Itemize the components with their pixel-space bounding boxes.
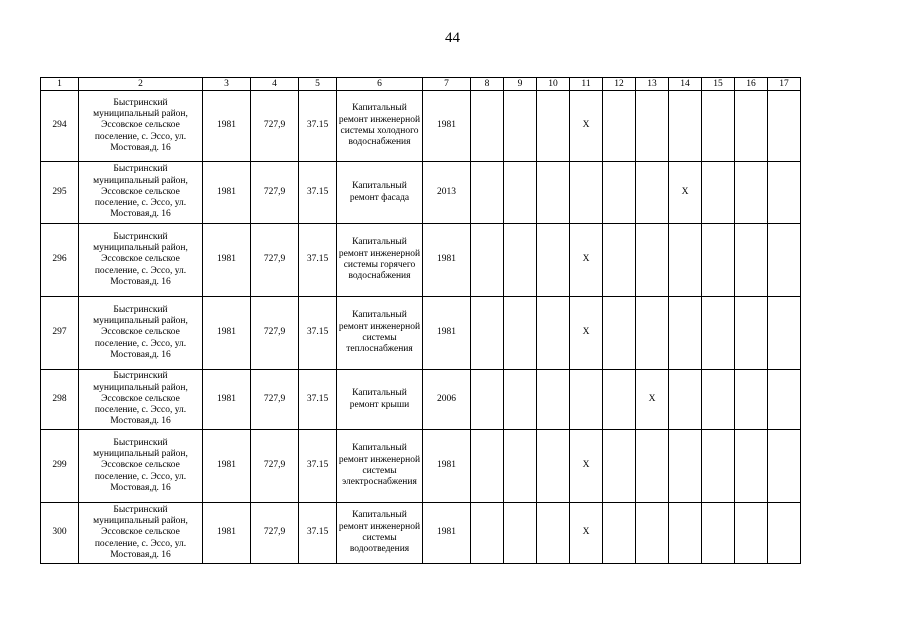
period-cell [603, 297, 636, 370]
address-cell: Быстринский муниципальный район, Эссовское сельское поселение, с. Эссо, ул. Мостовая,д. 16 [79, 430, 203, 503]
address-cell: Быстринский муниципальный район, Эссовское сельское поселение, с. Эссо, ул. Мостовая,д. 16 [79, 297, 203, 370]
address-cell: Быстринский муниципальный район, Эссовское сельское поселение, с. Эссо, ул. Мостовая,д. 16 [79, 224, 203, 297]
period-cell [669, 430, 702, 503]
capital-repair-table [40, 77, 801, 564]
row-number: 299 [41, 430, 79, 503]
period-cell [603, 224, 636, 297]
period-cell [537, 503, 570, 564]
column-header: 2 [79, 78, 203, 91]
period-cell [603, 503, 636, 564]
year-cell: 1981 [423, 224, 471, 297]
period-cell [669, 297, 702, 370]
year-cell: 1981 [423, 503, 471, 564]
table-row [41, 91, 801, 162]
area-cell: 727,9 [251, 91, 299, 162]
year-cell: 1981 [423, 430, 471, 503]
row-number: 297 [41, 297, 79, 370]
area-cell: 727,9 [251, 370, 299, 430]
period-cell [768, 370, 801, 430]
period-cell [471, 91, 504, 162]
period-cell: Х [636, 370, 669, 430]
period-cell [537, 370, 570, 430]
period-cell [537, 162, 570, 224]
work-type-cell: Капитальный ремонт фасада [337, 162, 423, 224]
period-cell: Х [570, 91, 603, 162]
year-cell: 1981 [423, 91, 471, 162]
year-built-cell: 1981 [203, 297, 251, 370]
table-row [41, 224, 801, 297]
period-cell [735, 370, 768, 430]
period-cell [471, 297, 504, 370]
year-built-cell: 1981 [203, 503, 251, 564]
period-cell [471, 503, 504, 564]
row-number: 298 [41, 370, 79, 430]
column-header: 11 [570, 78, 603, 91]
table-row [41, 430, 801, 503]
period-cell [768, 430, 801, 503]
address-cell: Быстринский муниципальный район, Эссовское сельское поселение, с. Эссо, ул. Мостовая,д. 16 [79, 370, 203, 430]
period-cell [504, 370, 537, 430]
work-type-cell: Капитальный ремонт инженерной системы электроснабжения [337, 430, 423, 503]
period-cell [669, 91, 702, 162]
rate-cell: 37.15 [299, 224, 337, 297]
area-cell: 727,9 [251, 430, 299, 503]
period-cell [537, 430, 570, 503]
period-cell [735, 297, 768, 370]
area-cell: 727,9 [251, 224, 299, 297]
column-header: 12 [603, 78, 636, 91]
table-row [41, 162, 801, 224]
period-cell [570, 162, 603, 224]
period-cell [735, 430, 768, 503]
rate-cell: 37.15 [299, 370, 337, 430]
period-cell [504, 297, 537, 370]
period-cell [735, 503, 768, 564]
column-header: 10 [537, 78, 570, 91]
period-cell [702, 430, 735, 503]
period-cell [570, 370, 603, 430]
column-header: 4 [251, 78, 299, 91]
period-cell [537, 224, 570, 297]
column-header: 16 [735, 78, 768, 91]
period-cell [471, 224, 504, 297]
table-row [41, 297, 801, 370]
column-header: 15 [702, 78, 735, 91]
year-cell: 2013 [423, 162, 471, 224]
period-cell [735, 162, 768, 224]
period-cell [603, 430, 636, 503]
area-cell: 727,9 [251, 297, 299, 370]
period-cell [636, 162, 669, 224]
area-cell: 727,9 [251, 503, 299, 564]
year-built-cell: 1981 [203, 91, 251, 162]
period-cell [504, 91, 537, 162]
period-cell [669, 370, 702, 430]
column-header: 6 [337, 78, 423, 91]
rate-cell: 37.15 [299, 162, 337, 224]
period-cell [504, 503, 537, 564]
header-row [41, 78, 801, 91]
row-number: 296 [41, 224, 79, 297]
period-cell: Х [570, 297, 603, 370]
work-type-cell: Капитальный ремонт крыши [337, 370, 423, 430]
address-cell: Быстринский муниципальный район, Эссовское сельское поселение, с. Эссо, ул. Мостовая,д. 16 [79, 162, 203, 224]
column-header: 17 [768, 78, 801, 91]
period-cell [636, 91, 669, 162]
year-cell: 2006 [423, 370, 471, 430]
area-cell: 727,9 [251, 162, 299, 224]
period-cell [768, 91, 801, 162]
year-cell: 1981 [423, 297, 471, 370]
column-header: 8 [471, 78, 504, 91]
period-cell [636, 430, 669, 503]
page-number: 44 [445, 30, 460, 46]
period-cell [768, 162, 801, 224]
rate-cell: 37.15 [299, 503, 337, 564]
period-cell [471, 162, 504, 224]
period-cell [504, 430, 537, 503]
work-type-cell: Капитальный ремонт инженерной системы теплоснабжения [337, 297, 423, 370]
period-cell [735, 91, 768, 162]
period-cell [768, 297, 801, 370]
period-cell [537, 91, 570, 162]
column-header: 9 [504, 78, 537, 91]
period-cell [702, 370, 735, 430]
row-number: 295 [41, 162, 79, 224]
year-built-cell: 1981 [203, 224, 251, 297]
column-header: 7 [423, 78, 471, 91]
period-cell [702, 91, 735, 162]
year-built-cell: 1981 [203, 162, 251, 224]
row-number: 300 [41, 503, 79, 564]
address-cell: Быстринский муниципальный район, Эссовское сельское поселение, с. Эссо, ул. Мостовая,д. 16 [79, 503, 203, 564]
table-row [41, 503, 801, 564]
period-cell [768, 503, 801, 564]
row-number: 294 [41, 91, 79, 162]
period-cell [669, 224, 702, 297]
period-cell [669, 503, 702, 564]
period-cell [471, 370, 504, 430]
column-header: 13 [636, 78, 669, 91]
period-cell [768, 224, 801, 297]
period-cell [603, 370, 636, 430]
period-cell [537, 297, 570, 370]
period-cell: Х [570, 224, 603, 297]
work-type-cell: Капитальный ремонт инженерной системы водоотведения [337, 503, 423, 564]
work-type-cell: Капитальный ремонт инженерной системы горячего водоснабжения [337, 224, 423, 297]
period-cell [735, 224, 768, 297]
period-cell: Х [570, 430, 603, 503]
year-built-cell: 1981 [203, 430, 251, 503]
period-cell [504, 224, 537, 297]
table-row [41, 370, 801, 430]
period-cell [702, 224, 735, 297]
rate-cell: 37.15 [299, 91, 337, 162]
address-cell: Быстринский муниципальный район, Эссовское сельское поселение, с. Эссо, ул. Мостовая,д. 16 [79, 91, 203, 162]
column-header: 5 [299, 78, 337, 91]
rate-cell: 37.15 [299, 430, 337, 503]
column-header: 3 [203, 78, 251, 91]
period-cell: Х [669, 162, 702, 224]
period-cell [504, 162, 537, 224]
period-cell [636, 224, 669, 297]
period-cell [471, 430, 504, 503]
column-header: 14 [669, 78, 702, 91]
column-header: 1 [41, 78, 79, 91]
period-cell [702, 503, 735, 564]
period-cell [603, 91, 636, 162]
period-cell [636, 503, 669, 564]
period-cell: Х [570, 503, 603, 564]
period-cell [603, 162, 636, 224]
period-cell [636, 297, 669, 370]
work-type-cell: Капитальный ремонт инженерной системы холодного водоснабжения [337, 91, 423, 162]
period-cell [702, 162, 735, 224]
rate-cell: 37.15 [299, 297, 337, 370]
year-built-cell: 1981 [203, 370, 251, 430]
period-cell [702, 297, 735, 370]
